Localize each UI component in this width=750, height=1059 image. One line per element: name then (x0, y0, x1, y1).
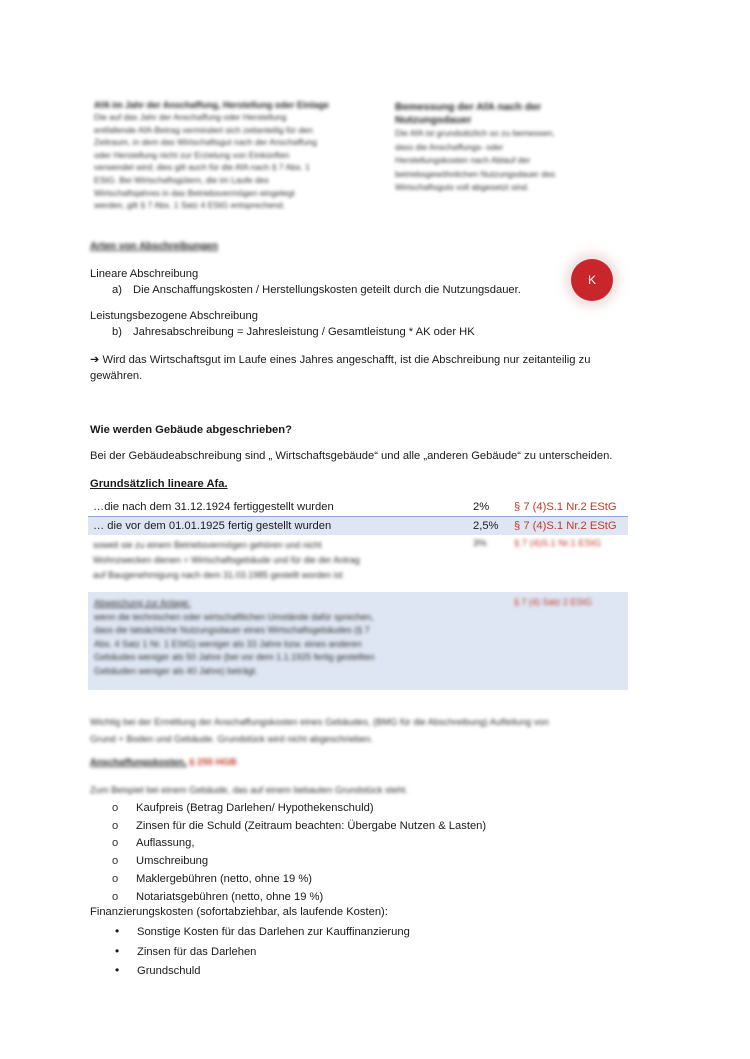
row-ref: § 7 (4)S.1 Nr.2 EStG (514, 520, 617, 532)
leistung-marker: b) (112, 326, 122, 338)
arrow-note-text: Wird das Wirtschaftsgut im Laufe eines Jahres angeschafft, ist die Abschreibung nur zeitanteilig zu (102, 354, 591, 366)
list-item-text: Auflassung, (136, 837, 195, 850)
list-item (115, 942, 410, 962)
list-item-text: Notariatsgebühren (netto, ohne 19 %) (136, 890, 324, 903)
list-item (112, 818, 486, 836)
ak-heading-label: Anschaffungskosten, (90, 757, 187, 768)
list-item (112, 889, 486, 907)
list-item-text: Sonstige Kosten für das Darlehen zur Kauffinanzierung (137, 926, 410, 938)
text-line: dass die tatsächliche Nutzungsdauer eines Wirtschaftsgebäudes (§ 7 (94, 625, 370, 636)
row-rate: 2% (473, 501, 490, 513)
text-line: Die AfA ist grundsätzlich so zu bemessen, (395, 128, 555, 138)
text-line: entfallende AfA-Betrag vermindert sich zeitanteilig für den (94, 124, 313, 135)
text-line: wenn die technischen oder wirtschaftlichen Umstände dafür sprechen, (94, 611, 374, 622)
lineare-title: Lineare Abschreibung (90, 268, 199, 280)
circle-bullet-icon: o (112, 890, 119, 903)
list-item (115, 922, 410, 942)
arten-heading: Arten von Abschreibungen (90, 241, 218, 252)
text-line: Zeitraum, in dem das Wirtschaftsgut nach der Anschaffung (94, 137, 317, 148)
top-left-section (94, 99, 364, 212)
wichtig-note (90, 714, 549, 748)
heading-line: Bemessung der AfA nach der (395, 101, 542, 113)
text-line: dass die Anschaffungs- oder (395, 141, 504, 152)
list-item-text: Kaufpreis (Betrag Darlehen/ Hypothekenschuld) (136, 802, 374, 814)
text-line: Die auf das Jahr der Anschaffung oder Herstellung (94, 112, 287, 122)
table-row (88, 517, 628, 535)
row-text: …die nach dem 31.12.1924 fertiggestellt wurden (93, 501, 334, 513)
circle-bullet-icon: o (112, 802, 119, 814)
list-item (112, 835, 486, 853)
row-text: … die vor dem 01.01.1925 fertig gestellt wurden (93, 520, 332, 532)
gebaeude-intro: Bei der Gebäudeabschreibung sind „ Wirtschaftsgebäude“ und alle „anderen Gebäude“ zu unterscheiden. (90, 450, 613, 462)
abweichung-block (88, 592, 628, 690)
list-item-text: Maklergebühren (netto, ohne 19 %) (136, 872, 313, 885)
row-ref: § 7 (4)S.1 Nr.1 EStG (514, 538, 602, 549)
top-left-body (94, 111, 364, 212)
top-right-body (395, 127, 615, 195)
row-rate: 3% (473, 538, 487, 549)
text-line: oder Herstellung nicht zur Erzielung von Einkünften (94, 149, 290, 160)
bullet-dot-icon: • (115, 924, 120, 938)
bullet-dot-icon: • (115, 943, 120, 958)
row-rate: 2,5% (473, 520, 499, 532)
text-line: Abs. 4 Satz 1 Nr. 1 EStG) weniger als 33 Jahre bzw. eines anderen (94, 638, 362, 649)
text-line: Gebäuden weniger als 40 Jahre) beträgt. (94, 665, 258, 676)
list-item (112, 800, 486, 818)
table-row (88, 498, 628, 517)
arrow-note-line1 (90, 353, 590, 366)
arrow-right-icon: ➔ (90, 354, 100, 366)
k-badge: K (571, 259, 613, 301)
abweichung-title: Abweichung zur Anlage: (94, 598, 191, 608)
text-line: Herstellungskosten nach Ablauf der (395, 155, 531, 166)
list-item-text: Zinsen für die Schuld (Zeitraum beachten: Übergabe Nutzen & Lasten) (136, 819, 487, 832)
text-line: betriebsgewöhnlichen Nutzungsdauer des (395, 168, 556, 179)
text-line: Grund + Boden und Gebäude. Grundstück wird nicht abgeschrieben. (90, 734, 373, 744)
list-item-text: Grundschuld (137, 965, 201, 977)
circle-bullet-icon: o (112, 819, 119, 832)
text-line: Gebäudes weniger als 50 Jahre (bei vor dem 1.1.1925 fertig gestellten (94, 652, 375, 663)
lineare-text: Die Anschaffungskosten / Herstellungskosten geteilt durch die Nutzungsdauer. (133, 284, 521, 296)
top-right-section (395, 101, 615, 195)
circle-bullet-icon: o (112, 837, 119, 850)
text-line: Wichtig bei der Ermittlung der Anschaffungskosten eines Gebäudes, (BMG für die Abschreibung) Aufteilung von (90, 717, 549, 727)
heading-line: Nutzungsdauer (395, 114, 472, 126)
text-line: soweit sie zu einem Betriebsvermögen gehören und nicht (93, 540, 322, 550)
list-item (115, 961, 410, 981)
lineare-marker: a) (112, 284, 122, 296)
ak-intro: Zum Beispiel bei einem Gebäude, das auf einem bebauten Grundstück steht. (90, 785, 408, 795)
row-text (93, 538, 360, 583)
ak-heading-ref: § 255 HGB (189, 757, 237, 768)
gebaeude-question: Wie werden Gebäude abgeschrieben? (90, 424, 292, 436)
circle-bullet-icon: o (112, 855, 119, 868)
text-line: werden, gilt § 7 Abs. 1 Satz 4 EStG entsprechend. (94, 200, 286, 211)
leistung-text: Jahresabschreibung = Jahresleistung / Gesamtleistung * AK oder HK (133, 326, 475, 338)
list-item (112, 871, 486, 889)
top-left-heading: AfA im Jahr der Anschaffung, Herstellung oder Einlage (94, 100, 329, 110)
ak-heading (90, 757, 237, 768)
ak-list (112, 800, 486, 906)
bullet-dot-icon: • (115, 963, 120, 977)
arrow-note-line2: gewähren. (90, 370, 143, 382)
list-item-text: Zinsen für das Darlehen (137, 945, 257, 958)
leistung-title: Leistungsbezogene Abschreibung (90, 310, 258, 322)
abweichung-ref: § 7 (4) Satz 2 EStG (514, 597, 593, 607)
text-line: EStG. Bei Wirtschaftsgütern, die im Laufe des (94, 174, 269, 185)
list-item-text: Umschreibung (136, 855, 209, 868)
text-line: Wohnzwecken dienen = Wirtschaftsgebäude und für die der Antrag (93, 555, 360, 565)
text-line: auf Baugenehmigung nach dem 31.03.1985 gestellt worden ist (93, 570, 343, 580)
circle-bullet-icon: o (112, 872, 119, 885)
text-line: Wirtschaftsguts voll abgesetzt sind. (395, 182, 530, 193)
top-right-heading (395, 101, 615, 127)
row-ref: § 7 (4)S.1 Nr.2 EStG (514, 501, 617, 513)
text-line: verwendet wird; dies gilt auch für die AfA nach § 7 Abs. 1 (94, 162, 310, 173)
abweichung-text (94, 597, 375, 679)
finanzierung-title: Finanzierungskosten (sofortabziehbar, als laufende Kosten): (90, 906, 388, 918)
grundsaetzlich-heading: Grundsätzlich lineare Afa. (90, 478, 228, 490)
table-row-blurred (88, 536, 628, 584)
text-line: Wirtschaftsjahres in das Betriebsvermögen eingelegt (94, 187, 295, 198)
finanzierung-list (115, 922, 410, 981)
list-item (112, 853, 486, 871)
